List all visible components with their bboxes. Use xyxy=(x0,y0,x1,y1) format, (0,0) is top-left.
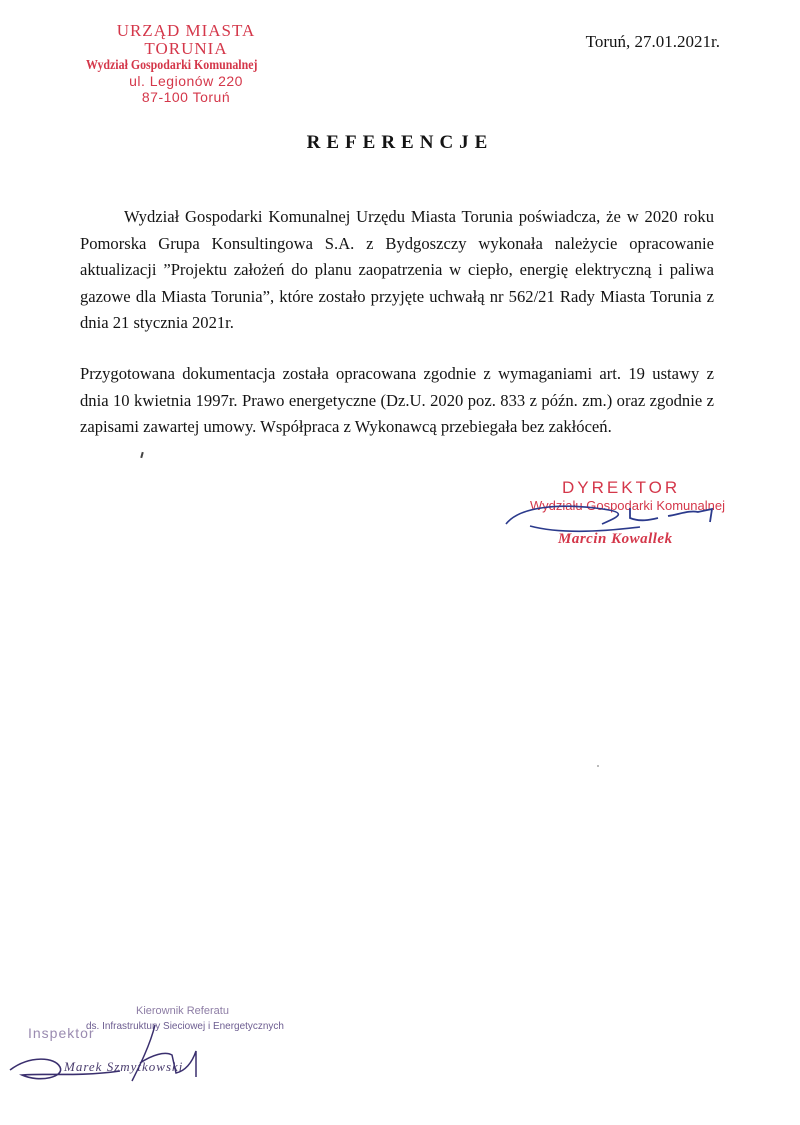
inspector-department: ds. Infrastruktury Sieciowej i Energetycznych xyxy=(86,1020,284,1032)
letter-date: Toruń, 27.01.2021r. xyxy=(585,32,720,51)
paragraph-2: Przygotowana dokumentacja została opracowana zgodnie z wymaganiami art. 19 ustawy z dnia 10 kwietnia 1997r. Prawo energetyczne (Dz.U. 2020 poz. 833 z późn. zm.) oraz zgodnie z zapisami zawartej umowy. Współpraca z Wykonawcą przebiegała bez zakłóceń. xyxy=(80,364,714,436)
director-department: Wydziału Gospodarki Komunalnej xyxy=(530,498,725,513)
document-title: REFERENCJE xyxy=(306,132,494,153)
paragraph-1: Wydział Gospodarki Komunalnej Urzędu Miasta Torunia poświadcza, że w 2020 roku Pomorska Grupa Konsultingowa S.A. z Bydgoszczy wykonała należycie opracowanie aktualizacji ”Projektu założeń do planu zaopatrzenia w ciepło, energię elektryczną i paliwa gazowe dla Miasta Torunia”, które zostało przyjęte uchwałą nr 562/21 Rady Miasta Torunia z dnia 21 stycznia 2021r. xyxy=(80,207,714,332)
director-title: DYREKTOR xyxy=(562,478,681,497)
director-name: Marcin Kowallek xyxy=(558,531,673,547)
director-signature xyxy=(500,494,730,544)
stamp-office-name: URZĄD MIASTA TORUNIA xyxy=(116,21,256,58)
stamp-department: Wydział Gospodarki Komunalnej xyxy=(86,57,258,73)
paper-speck xyxy=(597,765,599,767)
inspector-signature xyxy=(0,1015,230,1095)
inspector-stamp xyxy=(0,995,320,1095)
inspector-name: Marek Szmytkowski xyxy=(64,1059,184,1074)
ink-mark xyxy=(140,452,143,458)
inspector-title: Inspektor xyxy=(28,1025,95,1041)
stamp-postal: 87-100 Toruń xyxy=(141,89,231,106)
stamp-street: ul. Legionów 220 xyxy=(129,73,243,90)
inspector-role: Kierownik Referatu xyxy=(136,1005,229,1017)
office-stamp xyxy=(86,22,286,105)
